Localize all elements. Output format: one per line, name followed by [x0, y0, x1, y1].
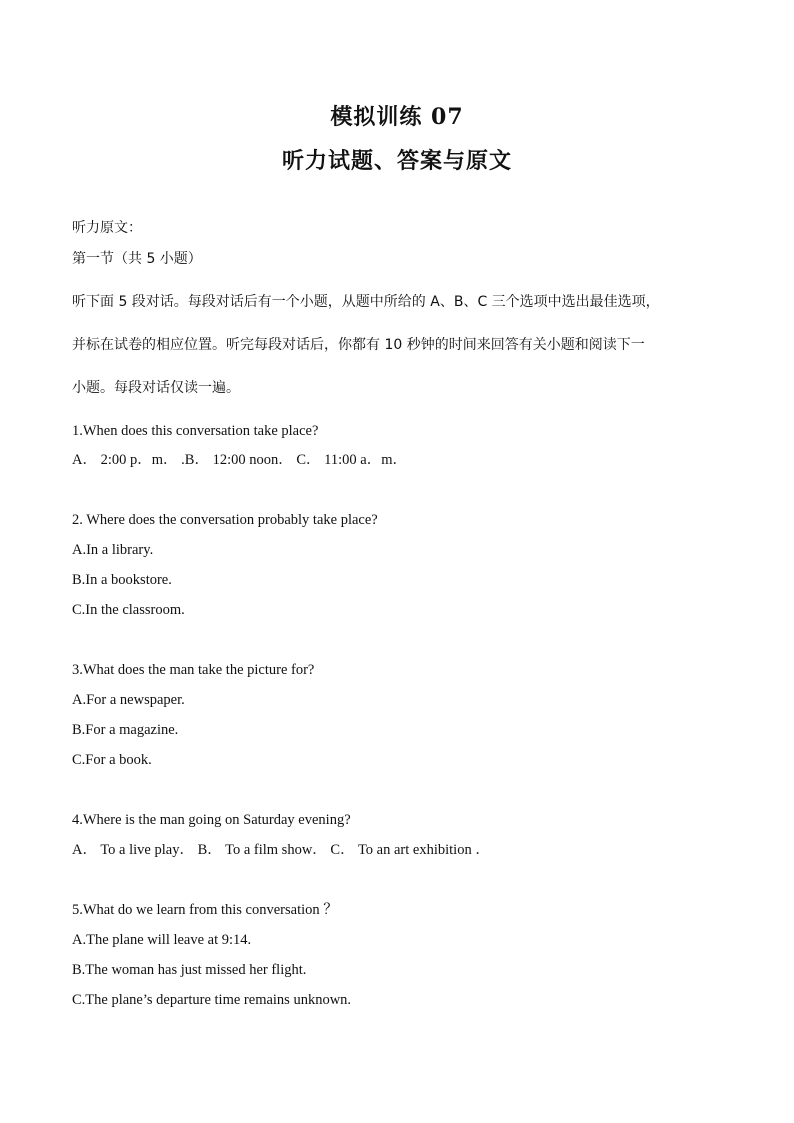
section-label: 听力原文：: [72, 220, 142, 236]
instruction-line-2: 并标在试卷的相应位置。听完每段对话后，你都有 10 秒钟的时间来回答有关小题和阅读下一: [72, 337, 645, 353]
question-4-options: A． To a live play． B． To a film show． C． To an art exhibition ．: [72, 842, 490, 858]
question-3-stem: 3.What does the man take the picture for?: [72, 662, 315, 678]
document-title: 模拟训练 07: [330, 104, 464, 130]
question-5-option-a: A.The plane will leave at 9:14.: [72, 932, 252, 948]
question-4-stem: 4.Where is the man going on Saturday evening?: [72, 812, 351, 828]
question-2-option-c: C.In the classroom.: [72, 602, 185, 618]
question-3-option-b: B.For a magazine.: [72, 722, 179, 738]
question-3-option-a: A.For a newspaper.: [72, 692, 185, 708]
question-5-option-b: B.The woman has just missed her flight.: [72, 962, 307, 978]
question-2-stem: 2. Where does the conversation probably take place?: [72, 512, 378, 528]
part-label: 第一节（共 5 小题）: [72, 251, 202, 267]
question-2-option-a: A.In a library.: [72, 542, 154, 558]
question-1-stem: 1.When does this conversation take place?: [72, 423, 319, 439]
instruction-line-3: 小题。每段对话仅读一遍。: [72, 380, 240, 396]
question-2-option-b: B.In a bookstore.: [72, 572, 172, 588]
question-1-options: A． 2:00 p．m． .B． 12:00 noon． C． 11:00 a．m．: [72, 452, 407, 468]
question-5-option-c: C.The plane’s departure time remains unknown.: [72, 992, 352, 1008]
document-subtitle: 听力试题、答案与原文: [281, 148, 512, 174]
question-3-option-c: C.For a book.: [72, 752, 152, 768]
instruction-line-1: 听下面 5 段对话。每段对话后有一个小题，从题中所给的 A、B、C 三个选项中选出最佳选项，: [72, 294, 660, 310]
question-5-stem: 5.What do we learn from this conversation ？: [72, 902, 338, 918]
